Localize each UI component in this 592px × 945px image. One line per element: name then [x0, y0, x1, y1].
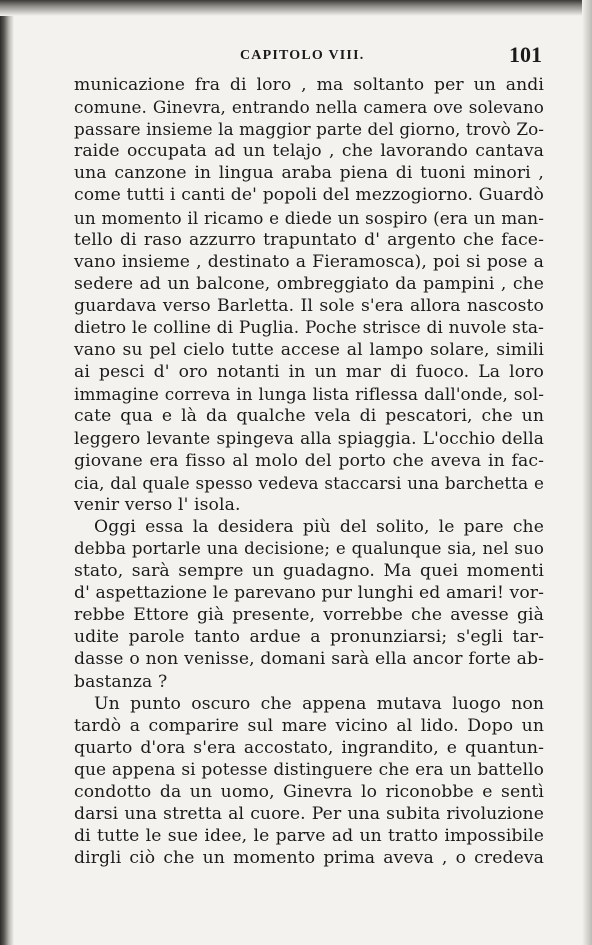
text-line: municazione fra di loro , ma soltanto per un andi	[74, 75, 544, 95]
text-line: cate qua e là da qualche vela di pescatori, che un	[74, 406, 544, 427]
running-head: CAPITOLO VIII.	[240, 48, 365, 63]
text-line: venir verso l' isola.	[74, 494, 241, 515]
text-line: bastanza ?	[74, 671, 168, 692]
text-line: dasse o non venisse, domani sarà ella ancor forte ab-	[74, 649, 544, 670]
text-line: vano insieme , destinato a Fieramosca), poi si pose a	[74, 251, 544, 272]
page-header	[64, 42, 542, 68]
text-line: sedere ad un balcone, ombreggiato da pampini , che	[74, 273, 544, 294]
page-number: 101	[509, 42, 542, 67]
text-line: comune. Ginevra, entrando nella camera ove solevano	[74, 97, 544, 118]
text-line: di tutte le sue idee, le parve ad un tratto impossibile	[74, 826, 544, 847]
text-line: quarto d'ora s'era accostato, ingrandito, e quantun-	[74, 737, 544, 758]
text-line: dietro le colline di Puglia. Poche strisce di nuvole sta-	[74, 318, 544, 339]
text-line: come tutti i canti de' popoli del mezzogiorno. Guardò	[74, 185, 544, 206]
text-line: darsi una stretta al cuore. Per una subita rivoluzione	[74, 804, 544, 825]
text-line: vano su pel cielo tutte accese al lampo solare, simili	[74, 340, 544, 361]
text-line: un momento il ricamo e diede un sospiro (era un man-	[74, 207, 544, 228]
text-line: Un punto oscuro che appena mutava luogo non	[94, 693, 544, 714]
text-line: leggero levante spingeva alla spiaggia. L'occhio della	[74, 428, 544, 449]
text-line: debba portarle una decisione; e qualunque sia, nel suo	[74, 538, 544, 558]
text-line: una canzone in lingua araba piena di tuoni minori ,	[74, 163, 544, 184]
text-line: udite parole tanto ardue a pronunziarsi; s'egli tar-	[74, 627, 544, 648]
text-line: rebbe Ettore già presente, vorrebbe che avesse già	[74, 605, 544, 626]
text-line: immagine correva in lunga lista riflessa dall'onde, sol-	[74, 384, 544, 405]
text-line: guardava verso Barletta. Il sole s'era allora nascosto	[74, 295, 544, 316]
text-line: cia, dal quale spesso vedeva staccarsi una barchetta e	[74, 472, 544, 493]
text-line: d' aspettazione le parevano pur lunghi ed amari! vor-	[74, 583, 545, 604]
text-line: ai pesci d' oro notanti in un mar di fuoco. La loro	[74, 362, 544, 383]
text-line: dirgli ciò che un momento prima aveva , o credeva	[74, 848, 544, 869]
page-top-shadow	[0, 0, 592, 16]
text-line: condotto da un uomo, Ginevra lo riconobbe e sentì	[74, 782, 544, 802]
text-line: passare insieme la maggior parte del giorno, trovò Zo-	[74, 119, 545, 140]
text-line: tardò a comparire sul mare vicino al lido. Dopo un	[74, 715, 544, 736]
page-right-edge	[582, 0, 592, 945]
text-line: stato, sarà sempre un guadagno. Ma quei momenti	[74, 561, 544, 582]
text-line: tello di raso azzurro trapuntato d' argento che face-	[74, 229, 544, 250]
text-line: que appena si potesse distinguere che era un battello	[74, 759, 544, 780]
text-line: giovane era fisso al molo del porto che aveva in fac-	[74, 450, 544, 471]
text-line: raide occupata ad un telajo , che lavorando cantava	[74, 141, 544, 162]
page-binding-shadow	[0, 0, 14, 945]
body-text	[74, 74, 544, 869]
text-line: Oggi essa la desidera più del solito, le pare che	[94, 516, 544, 537]
